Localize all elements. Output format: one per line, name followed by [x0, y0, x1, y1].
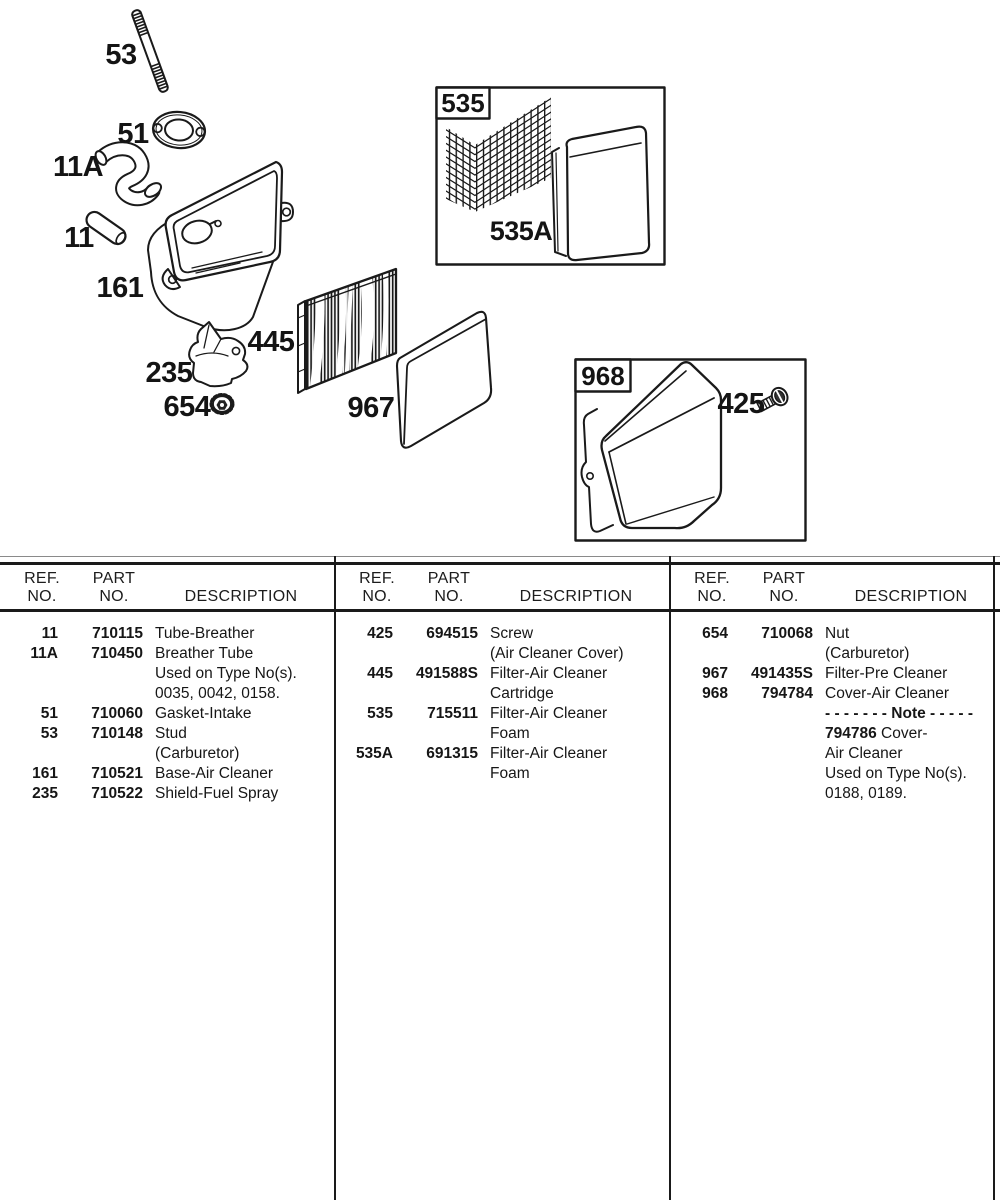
- part-shield: [189, 322, 247, 386]
- part-no-cell: 710068: [761, 625, 813, 642]
- table-row-line: [670, 784, 1000, 804]
- part-no-cell: [728, 644, 813, 664]
- description-cell: Foam: [490, 765, 530, 782]
- ref-no-cell: [335, 764, 393, 784]
- description-cell: Shield-Fuel Spray: [155, 785, 279, 802]
- table-top-thin-rule: [0, 556, 1000, 557]
- table-row-line: [670, 744, 1000, 764]
- header-part: PART NO.: [762, 570, 806, 605]
- description-cell: 0035, 0042, 0158.: [155, 685, 280, 702]
- ref-no-cell: 445: [367, 665, 393, 682]
- table-row-line: [335, 644, 665, 664]
- table-row-line: [670, 644, 1000, 664]
- ref-no-cell: [335, 684, 393, 704]
- description-cell: (Carburetor): [155, 745, 240, 762]
- label-screw: 425: [717, 388, 765, 420]
- label-foam: 535A: [489, 216, 553, 246]
- description-cell: Stud: [155, 725, 187, 742]
- part-mesh-left: [446, 127, 475, 212]
- part-no-cell: [728, 724, 813, 744]
- ref-no-cell: [670, 644, 728, 664]
- header-ref: REF. NO.: [694, 570, 730, 605]
- label-box968: 968: [581, 361, 625, 391]
- part-gasket: [152, 110, 207, 150]
- label-base: 161: [96, 272, 144, 304]
- table-row-line: [670, 624, 1000, 644]
- label-gasket: 51: [117, 118, 149, 150]
- description-cell: (Air Cleaner Cover): [490, 645, 624, 662]
- part-no-cell: 710115: [92, 625, 143, 642]
- table-row-line: [335, 704, 665, 724]
- description-cell: Gasket-Intake: [155, 705, 252, 722]
- ref-no-cell: 11A: [30, 645, 58, 662]
- table-row-line: [0, 744, 330, 764]
- part-no-cell: 491435S: [750, 665, 813, 682]
- table-row-line: [0, 624, 330, 644]
- part-no-cell: 715511: [427, 705, 478, 722]
- description-cell: Cartridge: [490, 685, 554, 702]
- ref-no-cell: 967: [702, 665, 728, 682]
- part-breather-tube: [93, 149, 163, 200]
- ref-no-cell: [670, 724, 728, 744]
- label-box535: 535: [441, 88, 485, 118]
- table-row-line: [335, 724, 665, 744]
- description-cell: Foam: [490, 725, 530, 742]
- part-no-cell: 491588S: [415, 665, 478, 682]
- ref-no-cell: [335, 724, 393, 744]
- table-row-line: [670, 664, 1000, 684]
- ref-no-cell: 425: [367, 625, 393, 642]
- header-ref: REF. NO.: [24, 570, 60, 605]
- table-row-line: [335, 684, 665, 704]
- ref-no-cell: [670, 744, 728, 764]
- table-row-line: [335, 624, 665, 644]
- ref-no-cell: [0, 744, 58, 764]
- ref-no-cell: [0, 664, 58, 684]
- part-no-cell: 710450: [91, 645, 143, 662]
- part-no-cell: 694515: [426, 625, 478, 642]
- ref-no-cell: 51: [40, 705, 58, 722]
- table-row-line: [0, 664, 330, 684]
- part-no-cell: [393, 724, 478, 744]
- table-header-col1: [0, 566, 335, 612]
- description-cell: Tube-Breather: [155, 625, 255, 642]
- table-row-line: [0, 684, 330, 704]
- ref-no-cell: 53: [40, 725, 58, 742]
- part-no-cell: [58, 664, 143, 684]
- header-description: DESCRIPTION: [184, 588, 298, 605]
- label-precleaner: 967: [347, 392, 395, 424]
- header-ref: REF. NO.: [359, 570, 395, 605]
- table-row-line: [0, 784, 330, 804]
- table-row-line: [0, 704, 330, 724]
- ref-no-cell: 654: [702, 625, 728, 642]
- description-cell: Used on Type No(s).: [825, 765, 967, 782]
- table-body-col1: [0, 624, 330, 804]
- description-cell: Cover-Air Cleaner: [825, 685, 950, 702]
- part-no-cell: [393, 644, 478, 664]
- description-cell: - - - - - - - Note - - - - -: [825, 705, 974, 722]
- description-cell: (Carburetor): [825, 645, 910, 662]
- label-cartridge: 445: [247, 326, 295, 358]
- part-no-cell: [393, 684, 478, 704]
- table-body-col3: [670, 624, 1000, 804]
- description-cell: Filter-Air Cleaner: [490, 665, 608, 682]
- parts-diagram: [0, 0, 1000, 556]
- ref-no-cell: [670, 704, 728, 724]
- part-no-cell: 691315: [426, 745, 478, 762]
- description-cell: Base-Air Cleaner: [155, 765, 274, 782]
- description-cell: 0188, 0189.: [825, 785, 907, 802]
- ref-no-cell: 235: [32, 785, 58, 802]
- table-row-line: [0, 644, 330, 664]
- table-row-line: [670, 684, 1000, 704]
- part-no-cell: [728, 764, 813, 784]
- part-no-cell: [728, 704, 813, 724]
- table-row-line: [670, 764, 1000, 784]
- part-no-cell: [728, 744, 813, 764]
- ref-no-cell: 968: [702, 685, 728, 702]
- description-cell: Filter-Air Cleaner: [490, 705, 608, 722]
- part-no-cell: [728, 784, 813, 804]
- table-row-line: [670, 704, 1000, 724]
- description-cell: Screw: [490, 625, 534, 642]
- part-no-cell: 710060: [91, 705, 143, 722]
- part-precleaner: [397, 312, 491, 448]
- table-body-col2: [335, 624, 665, 784]
- description-cell: Filter-Air Cleaner: [490, 745, 608, 762]
- description-cell: Used on Type No(s).: [155, 665, 297, 682]
- table-header-col2: [335, 566, 670, 612]
- part-no-cell: 794784: [761, 685, 813, 702]
- table-row-line: [670, 724, 1000, 744]
- part-no-cell: [393, 764, 478, 784]
- part-base: [148, 162, 293, 330]
- table-top-rule: [0, 562, 1000, 565]
- ref-no-cell: 161: [32, 765, 58, 782]
- label-stud: 53: [105, 39, 137, 71]
- header-part: PART NO.: [427, 570, 471, 605]
- header-part: PART NO.: [92, 570, 136, 605]
- part-no-cell: [58, 744, 143, 764]
- ref-no-cell: [670, 764, 728, 784]
- table-header-col3: [670, 566, 1000, 612]
- part-no-cell: [58, 684, 143, 704]
- table-row-line: [335, 664, 665, 684]
- description-cell: Filter-Pre Cleaner: [825, 665, 948, 682]
- description-cell: Air Cleaner: [825, 745, 903, 762]
- table-row-line: [0, 764, 330, 784]
- ref-no-cell: 535: [367, 705, 393, 722]
- part-stud: [131, 9, 169, 93]
- part-no-cell: 710148: [91, 725, 143, 742]
- part-no-cell: 710521: [91, 765, 143, 782]
- part-cartridge: [298, 250, 396, 393]
- table-row-line: [335, 744, 665, 764]
- description-cell: Breather Tube: [155, 645, 254, 662]
- part-foam-535a: [552, 127, 649, 261]
- description-cell: 794786 Cover-: [825, 725, 928, 742]
- part-nut: [211, 395, 233, 414]
- header-description: DESCRIPTION: [519, 588, 633, 605]
- header-description: DESCRIPTION: [854, 588, 968, 605]
- label-shield: 235: [145, 357, 193, 389]
- ref-no-cell: [0, 684, 58, 704]
- label-tube: 11: [64, 222, 94, 254]
- label-breather-tube: 11A: [52, 151, 104, 183]
- ref-no-cell: 11: [41, 625, 58, 642]
- description-cell: Nut: [825, 625, 850, 642]
- table-row-line: [335, 764, 665, 784]
- ref-no-cell: 535A: [355, 745, 393, 762]
- part-no-cell: 710522: [91, 785, 143, 802]
- label-nut: 654: [163, 391, 211, 423]
- ref-no-cell: [335, 644, 393, 664]
- table-row-line: [0, 724, 330, 744]
- ref-no-cell: [670, 784, 728, 804]
